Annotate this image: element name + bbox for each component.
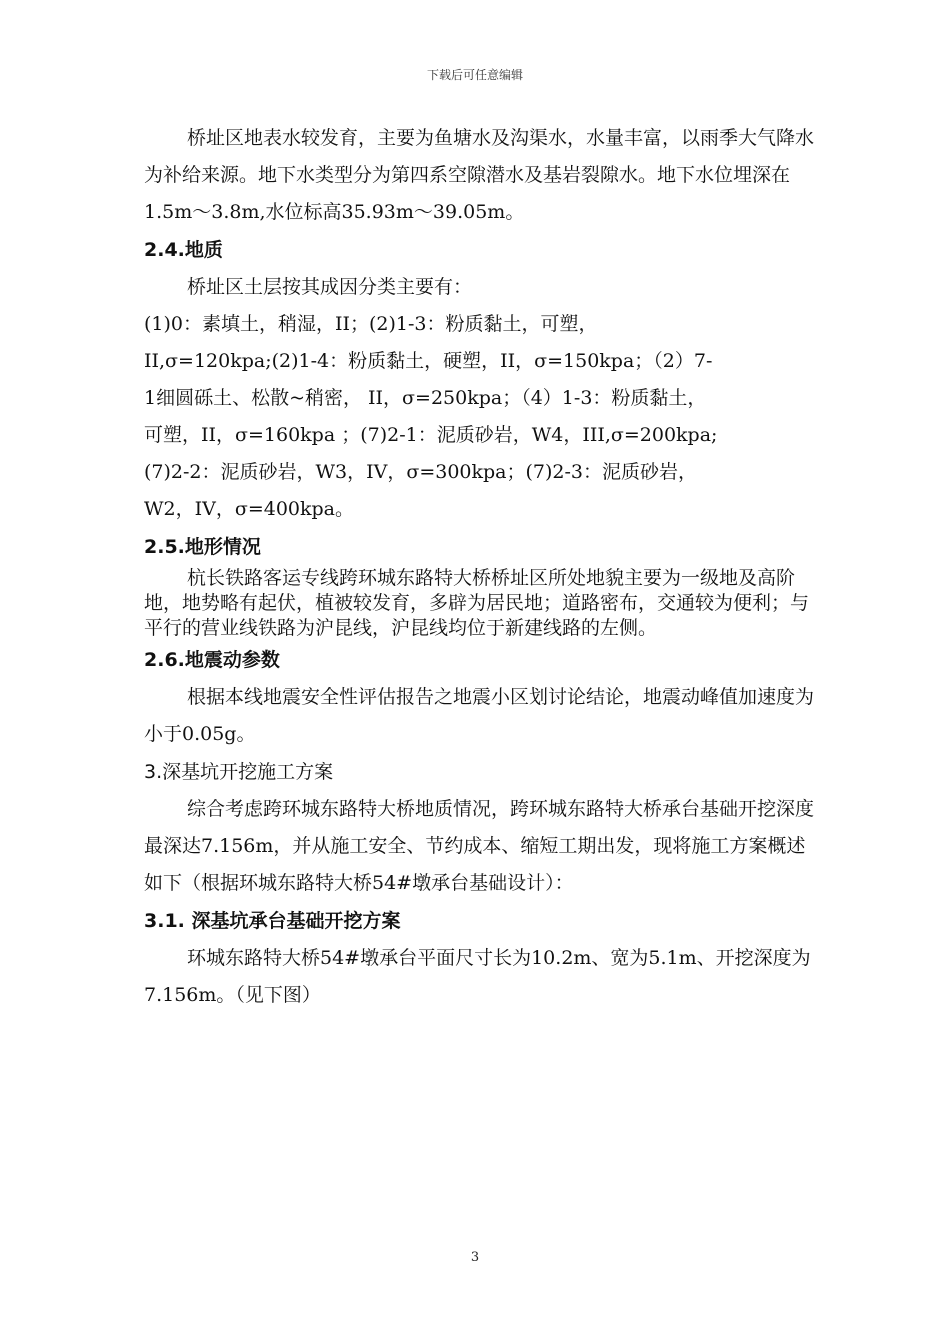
document-body [144, 120, 814, 1014]
geology-line-5: (7)2-2：泥质砂岩，W3，IV，σ=300kpa；(7)2-3：泥质砂岩， [144, 461, 698, 483]
paragraph-excavation-3-1: 环城东路特大桥54#墩承台平面尺寸长为10.2m、宽为5.1m、开挖深度为7.156m。（见下图） [144, 947, 811, 1006]
heading-seismic: 2.6.地震动参数 [144, 649, 280, 671]
geology-line-1: (1)0：素填土，稍湿，II；(2)1-3：粉质黏土，可塑， [144, 313, 598, 335]
paragraph-terrain: 杭长铁路客运专线跨环城东路特大桥桥址区所处地貌主要为一级地及高阶地，地势略有起伏，植被较发育，多辟为居民地；道路密布，交通较为便利；与平行的营业线铁路为沪昆线，沪昆线均位于新建线路的左侧。 [144, 567, 810, 639]
geology-line-4: 可塑，II，σ=160kpa ；(7)2-1：泥质砂岩，W4，III,σ=200kpa; [144, 424, 718, 446]
geology-line-2: II,σ=120kpa;(2)1-4：粉质黏土，硬塑，II，σ=150kpa；（2）7- [144, 350, 713, 372]
page-number: 3 [470, 1250, 480, 1265]
geology-line-3: 1细圆砾土、松散~稍密， II，σ=250kpa；（4）1-3：粉质黏土， [144, 387, 707, 409]
paragraph-seismic: 根据本线地震安全性评估报告之地震小区划讨论结论，地震动峰值加速度为小于0.05g。 [144, 686, 815, 745]
paragraph-groundwater: 桥址区地表水较发育，主要为鱼塘水及沟渠水，水量丰富，以雨季大气降水为补给来源。地下水类型分为第四系空隙潜水及基岩裂隙水。地下水位埋深在1.5m～3.8m,水位标高35.93m～39.05m。 [144, 127, 815, 223]
paragraph-geology-intro: 桥址区土层按其成因分类主要有： [187, 276, 473, 298]
heading-terrain: 2.5.地形情况 [144, 536, 261, 558]
heading-excavation-plan: 3.深基坑开挖施工方案 [144, 761, 334, 783]
page-header: 下载后可任意编辑 [426, 68, 523, 82]
heading-excavation-3-1: 3.1. 深基坑承台基础开挖方案 [144, 910, 401, 932]
geology-line-6: W2，IV，σ=400kpa。 [144, 498, 355, 520]
paragraph-excavation-plan: 综合考虑跨环城东路特大桥地质情况，跨环城东路特大桥承台基础开挖深度最深达7.156m，并从施工安全、节约成本、缩短工期出发，现将施工方案概述如下（根据环城东路特大桥54#墩承台基础设计）： [144, 798, 815, 894]
heading-geology: 2.4.地质 [144, 239, 223, 261]
